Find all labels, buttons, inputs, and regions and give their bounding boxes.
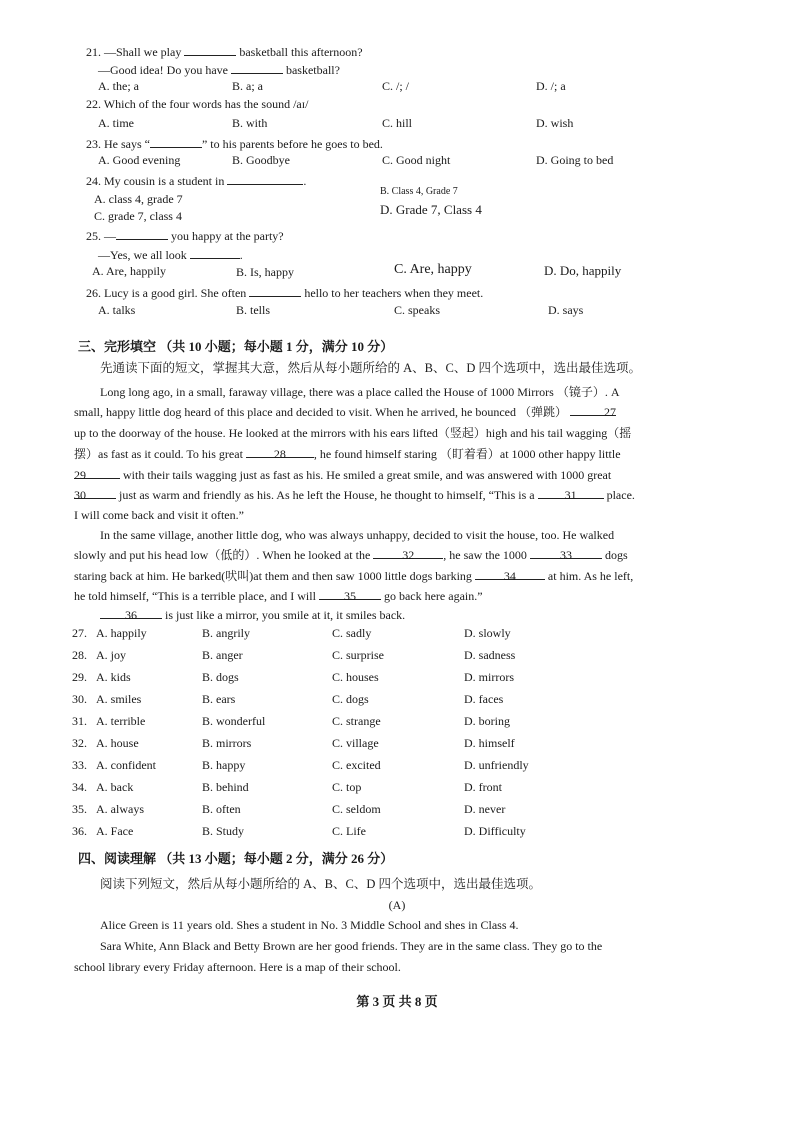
reading-line: Alice Green is 11 years old. Shes a student in No. 3 Middle School and shes in Class 4.	[100, 918, 519, 932]
option-a: A. terrible	[96, 714, 146, 728]
question-24-stem: 24. My cousin is a student in .	[86, 171, 306, 189]
passage-line: up to the doorway of the house. He looked at the mirrors with his ears lifted（竖起）high and his tail wagging（摇	[74, 426, 632, 440]
option-c: C. surprise	[332, 648, 384, 662]
question-25-stem: 25. — you happy at the party?	[86, 226, 284, 244]
option-a: A. back	[96, 780, 134, 794]
option-b: B. behind	[202, 780, 249, 794]
option-a: A. Are, happily	[92, 264, 166, 278]
blank-35: 35	[319, 586, 381, 600]
option-d: D. faces	[464, 692, 504, 706]
answer-blank	[150, 134, 202, 148]
question-26-stem: 26. Lucy is a good girl. She often hello to her teachers when they meet.	[86, 283, 483, 301]
passage-line: Long long ago, in a small, faraway village, there was a place called the House of 1000 Mirrors （镜子）. A	[100, 385, 620, 399]
option-b: B. happy	[202, 758, 246, 772]
option-number: 35.	[72, 802, 87, 816]
blank-31: 31	[538, 485, 604, 499]
option-a: A. talks	[98, 303, 136, 317]
answer-blank	[116, 226, 168, 240]
option-c: C. hill	[382, 116, 413, 130]
option-c: C. sadly	[332, 626, 372, 640]
option-b: B. Class 4, Grade 7	[380, 186, 458, 197]
option-c: C. houses	[332, 670, 379, 684]
option-number: 27.	[72, 626, 87, 640]
page-footer: 第 3 页 共 8 页	[356, 994, 438, 1009]
option-c: C. speaks	[394, 303, 440, 317]
option-b: B. with	[232, 116, 268, 130]
option-d: D. Difficulty	[464, 824, 526, 838]
option-number: 31.	[72, 714, 87, 728]
blank-28: 28	[246, 444, 314, 458]
blank-29: 29	[74, 465, 120, 479]
option-b: B. often	[202, 802, 241, 816]
blank-34: 34	[475, 566, 545, 580]
option-d: D. Going to bed	[536, 153, 614, 167]
option-b: B. mirrors	[202, 736, 252, 750]
passage-line: 36 is just like a mirror, you smile at it, it smiles back.	[100, 605, 405, 625]
question-21-stem: 21. —Shall we play basketball this afternoon?	[86, 42, 363, 60]
passage-line: I will come back and visit it often.”	[74, 508, 244, 522]
option-a: A. always	[96, 802, 144, 816]
section-4-title: 四、阅读理解 （共 13 小题；每小题 2 分，满分 26 分）	[78, 851, 394, 866]
option-c: C. excited	[332, 758, 381, 772]
option-d: D. himself	[464, 736, 515, 750]
option-a: A. joy	[96, 648, 126, 662]
option-d: D. Do, happily	[544, 263, 622, 278]
option-d: D. never	[464, 802, 506, 816]
question-23-stem: 23. He says “ ” to his parents before he goes to bed.	[86, 134, 383, 152]
blank-30: 30	[74, 485, 116, 499]
option-number: 34.	[72, 780, 87, 794]
option-b: B. tells	[236, 303, 271, 317]
option-a: A. the; a	[98, 79, 139, 93]
option-d: D. Grade 7, Class 4	[380, 202, 482, 217]
blank-36: 36	[100, 605, 162, 619]
option-d: D. slowly	[464, 626, 511, 640]
option-a: A. time	[98, 116, 134, 130]
option-c: C. strange	[332, 714, 381, 728]
option-d: D. boring	[464, 714, 510, 728]
option-a: A. class 4, grade 7	[94, 192, 183, 206]
option-b: B. dogs	[202, 670, 239, 684]
option-b: B. wonderful	[202, 714, 266, 728]
option-number: 36.	[72, 824, 87, 838]
option-b: B. angrily	[202, 626, 250, 640]
option-c: C. Are, happy	[394, 262, 472, 277]
option-c: C. seldom	[332, 802, 381, 816]
passage-line: In the same village, another little dog, who was always unhappy, decided to visit the house, too. He walked	[100, 528, 615, 542]
question-22-stem: 22. Which of the four words has the sound /aɪ/	[86, 97, 309, 111]
reading-line: Sara White, Ann Black and Betty Brown are her good friends. They are in the same class. They go to the	[100, 939, 603, 953]
reading-line: school library every Friday afternoon. Here is a map of their school.	[74, 960, 401, 974]
option-c: C. grade 7, class 4	[94, 209, 182, 223]
question-21-stem-2: —Good idea! Do you have basketball?	[98, 60, 340, 78]
blank-27: 27	[570, 402, 616, 416]
option-a: A. happily	[96, 626, 147, 640]
option-c: C. Good night	[382, 153, 451, 167]
passage-line: he told himself, “This is a terrible place, and I will 35 go back here again.”	[74, 586, 483, 606]
option-c: C. dogs	[332, 692, 369, 706]
passage-line: slowly and put his head low（低的）. When he looked at the 32 , he saw the 1000 33 dogs	[74, 545, 628, 565]
passage-line: 29 with their tails wagging just as fast as his. He smiled a great smile, and was answered with 1000 great	[74, 465, 611, 485]
option-c: C. top	[332, 780, 362, 794]
option-a: A. Good evening	[98, 153, 181, 167]
answer-blank	[249, 283, 301, 297]
option-d: D. /; a	[536, 79, 566, 93]
passage-label: (A)	[388, 898, 406, 912]
passage-line: 摆）as fast as it could. To his great 28 , he found himself staring （盯着看）at 1000 other happy little	[74, 444, 621, 464]
option-b: B. a; a	[232, 79, 263, 93]
section-4-instruction: 阅读下列短文，然后从每小题所给的 A、B、C、D 四个选项中，选出最佳选项。	[100, 877, 541, 891]
option-d: D. sadness	[464, 648, 516, 662]
option-number: 32.	[72, 736, 87, 750]
option-a: A. smiles	[96, 692, 142, 706]
option-number: 33.	[72, 758, 87, 772]
answer-blank	[231, 60, 283, 74]
option-b: B. anger	[202, 648, 243, 662]
passage-line: staring back at him. He barked(吠叫)at them and then saw 1000 little dogs barking 34 at him. As he left,	[74, 566, 633, 586]
answer-blank	[190, 245, 240, 259]
option-number: 29.	[72, 670, 87, 684]
section-3-title: 三、完形填空 （共 10 小题；每小题 1 分，满分 10 分）	[78, 339, 394, 354]
section-3-instruction: 先通读下面的短文，掌握其大意，然后从每小题所给的 A、B、C、D 四个选项中，选出最佳选项。	[100, 361, 641, 375]
option-b: B. Goodbye	[232, 153, 290, 167]
option-a: A. Face	[96, 824, 134, 838]
option-c: C. Life	[332, 824, 366, 838]
option-c: C. village	[332, 736, 379, 750]
option-d: D. front	[464, 780, 502, 794]
answer-blank	[227, 171, 303, 185]
option-d: D. mirrors	[464, 670, 514, 684]
blank-33: 33	[530, 545, 602, 559]
answer-blank	[184, 42, 236, 56]
option-number: 28.	[72, 648, 87, 662]
option-b: B. Study	[202, 824, 245, 838]
question-25-stem-2: —Yes, we all look .	[98, 245, 243, 263]
passage-line: small, happy little dog heard of this place and decided to visit. When he arrived, he bounced （弹跳） 27	[74, 402, 616, 422]
option-c: C. /; /	[382, 79, 410, 93]
option-d: D. unfriendly	[464, 758, 529, 772]
blank-32: 32	[373, 545, 443, 559]
option-a: A. kids	[96, 670, 131, 684]
option-b: B. ears	[202, 692, 236, 706]
passage-line: 30 just as warm and friendly as his. As he left the House, he thought to himself, “This is a 31 place.	[74, 485, 635, 505]
option-d: D. says	[548, 303, 584, 317]
option-a: A. house	[96, 736, 139, 750]
option-number: 30.	[72, 692, 87, 706]
option-d: D. wish	[536, 116, 574, 130]
option-a: A. confident	[96, 758, 156, 772]
option-b: B. Is, happy	[236, 265, 294, 279]
